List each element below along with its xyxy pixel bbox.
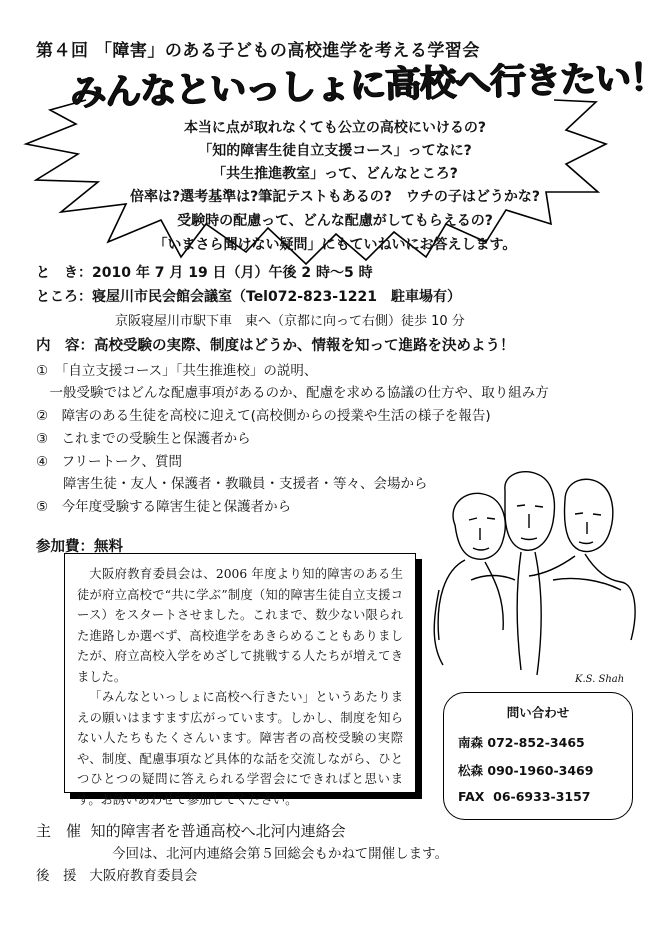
host-name: 知的障害者を普通高校へ北河内連絡会 [90, 822, 346, 840]
contact-row-3 [458, 789, 618, 804]
notice-paragraph-1: 大阪府教育委員会は、2006 年度より知的障害のある生徒が府立高校で“共に学ぶ”制度（知的障害生徒自立支援コース）をスタートさせました。これまで、数少ない限られた進路しか選べず、高校進学をあきらめることもありましたが、府立高校入学をめざして挑戦する人たちが増えてきました。 [77, 567, 403, 684]
contact-label: 南森 [458, 735, 484, 750]
program-item-4: ④ フリートーク、質問 [36, 454, 183, 470]
question-1: 本当に点が取れなくても公立の高校にいけるの? [183, 120, 487, 136]
illustration-three-figures [425, 470, 655, 700]
question-4: 倍率は?選考基準は?筆記テストもあるの? ウチの子はどうかな? [130, 189, 540, 205]
host-row [36, 820, 346, 841]
program-item-1-detail: 一般受験ではどんな配慮事項があるのか、配慮を求める協議の仕方や、取り組み方 [36, 385, 549, 401]
event-supertitle: 第４回 「障害」のある子どもの高校進学を考える学習会 [36, 41, 480, 61]
notice-paragraph-2: 「みんなといっしょに高校へ行きたい」というあたりまえの願いはますます広がっています。しかし、制度を知らない人たちもたくさんいます。障害者の高校受験の実際や、制度、配慮事項など具体的な話を交流しながら、ひとつひとつの疑問に答えられる学習会にできればと思います。お誘いあわせて参加してください。 [77, 690, 403, 807]
program-item-4-detail: 障害生徒・友人・保護者・教職員・支援者・等々、会場から [36, 476, 428, 492]
question-3: 「共生推進教室」って、どんなところ? [212, 166, 458, 182]
contact-number: 072-852-3465 [487, 735, 585, 750]
host-label: 主 催 [36, 822, 82, 840]
support-name: 大阪府教育委員会 [89, 868, 198, 884]
question-5: 受験時の配慮って、どんな配慮がしてもらえるの? [177, 213, 493, 229]
contact-row-1 [458, 733, 618, 751]
contact-number: 06-6933-3157 [493, 789, 591, 804]
contact-box [443, 692, 633, 820]
contact-label: 松森 [458, 763, 484, 778]
participation-fee: 参加費：無料 [36, 539, 123, 555]
content-row [36, 334, 515, 355]
contact-title: 問い合わせ [506, 705, 570, 720]
place-value: 寝屋川市民会館会議室（Tel072-823-1221 駐車場有） [92, 289, 462, 305]
program-item-3: ③ これまでの受験生と保護者から [36, 431, 251, 447]
datetime-label: と き： [36, 265, 92, 281]
main-title: みんなといっしょに高校へ行きたい！ [69, 57, 666, 114]
notice-box [64, 553, 416, 807]
content-label: 内 容： [36, 338, 94, 354]
contact-label: FAX [458, 789, 485, 804]
question-2: 「知的障害生徒自立支援コース」ってなに? [198, 143, 472, 159]
question-6: 「いまさら聞けない疑問」にもていねいにお答えします。 [153, 237, 517, 253]
datetime-row [36, 262, 373, 282]
support-row [36, 864, 197, 884]
contact-row-2 [458, 761, 618, 779]
support-label: 後 援 [36, 868, 77, 884]
general-meeting-note: 今回は、北河内連絡会第５回総会もかねて開催します。 [112, 846, 449, 862]
place-label: ところ： [36, 289, 92, 305]
content-value: 高校受験の実際、制度はどうか、情報を知って進路を決めよう！ [94, 338, 515, 354]
artist-signature: K.S. Shah [575, 674, 625, 685]
datetime-value: 2010 年 7 月 19 日（月）午後 2 時～5 時 [92, 265, 373, 281]
place-row [36, 286, 461, 306]
contact-number: 090-1960-3469 [487, 763, 594, 778]
program-item-2: ② 障害のある生徒を高校に迎えて(高校側からの授業や生活の様子を報告) [36, 408, 491, 424]
program-item-5: ⑤ 今年度受験する障害生徒と保護者から [36, 499, 292, 515]
program-item-1: ① 「自立支援コース」「共生推進校」の説明、 [36, 363, 318, 379]
access-directions: 京阪寝屋川市駅下車 東へ（京都に向って右側）徒歩 10 分 [115, 314, 465, 329]
